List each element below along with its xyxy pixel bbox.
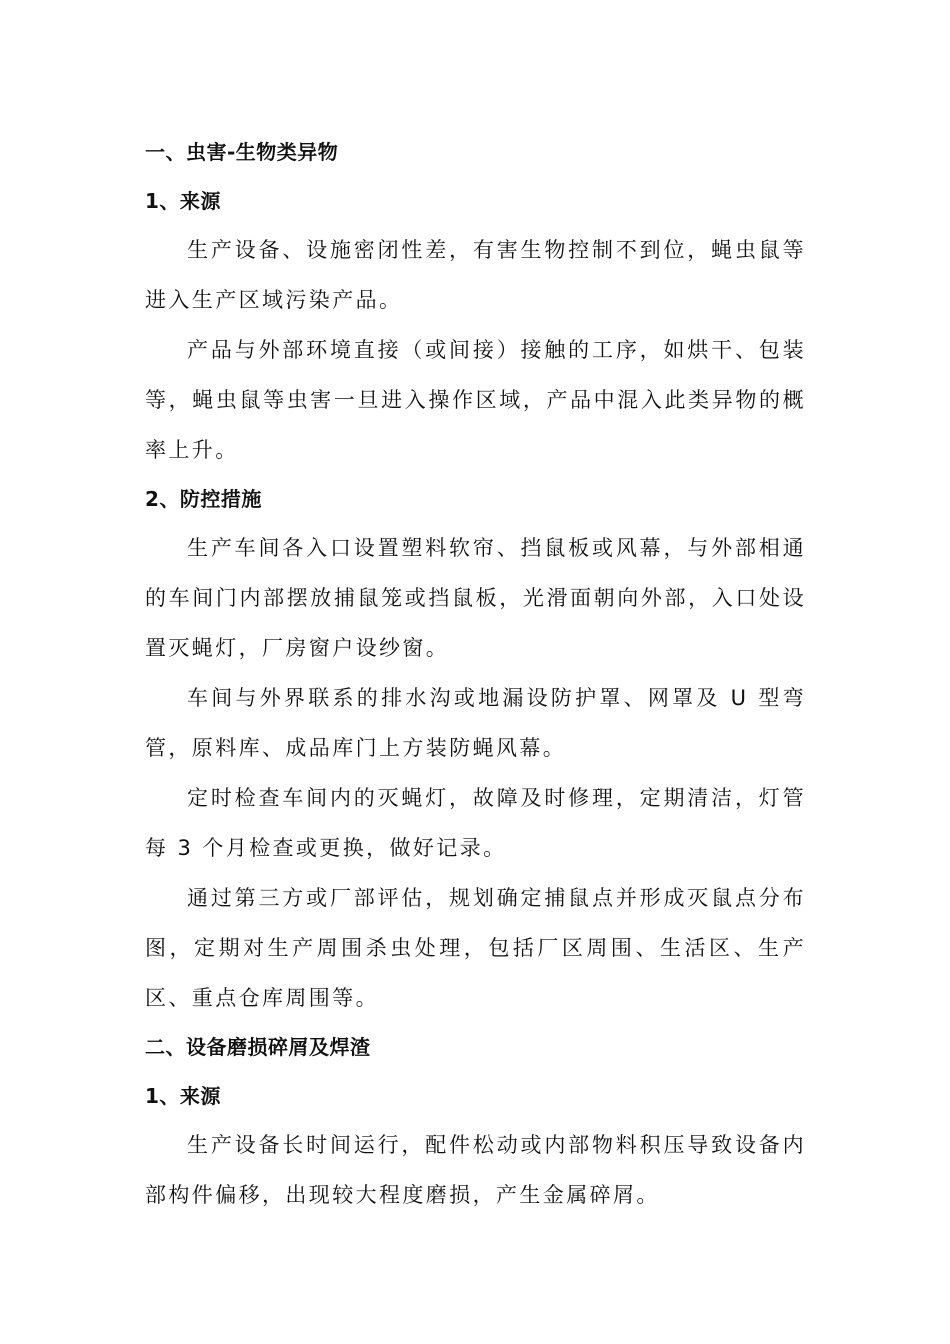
paragraph: 定时检查车间内的灭蝇灯，故障及时修理，定期清洁，灯管每 3 个月检查或更换，做好记录。 bbox=[145, 786, 806, 860]
subsection-title: 1、来源 bbox=[145, 1084, 221, 1108]
section-title: 二、设备磨损碎屑及焊渣 bbox=[145, 1035, 371, 1059]
section-title: 一、虫害-生物类异物 bbox=[145, 140, 339, 164]
subsection-title: 1、来源 bbox=[145, 189, 221, 213]
subsection-title: 2、防控措施 bbox=[145, 487, 262, 511]
paragraph: 生产设备、设施密闭性差，有害生物控制不到位，蝇虫鼠等进入生产区域污染产品。 bbox=[145, 238, 806, 312]
paragraph: 产品与外部环境直接（或间接）接触的工序，如烘干、包装等，蝇虫鼠等虫害一旦进入操作区域，产品中混入此类异物的概率上升。 bbox=[145, 338, 806, 462]
paragraph: 生产设备长时间运行，配件松动或内部物料积压导致设备内部构件偏移，出现较大程度磨损，产生金属碎屑。 bbox=[145, 1133, 806, 1207]
paragraph: 生产车间各入口设置塑料软帘、挡鼠板或风幕，与外部相通的车间门内部摆放捕鼠笼或挡鼠板，光滑面朝向外部，入口处设置灭蝇灯，厂房窗户设纱窗。 bbox=[145, 536, 806, 660]
paragraph: 车间与外界联系的排水沟或地漏设防护罩、网罩及 U 型弯管，原料库、成品库门上方装防蝇风幕。 bbox=[145, 686, 806, 760]
paragraph: 通过第三方或厂部评估，规划确定捕鼠点并形成灭鼠点分布图，定期对生产周围杀虫处理，包括厂区周围、生活区、生产区、重点仓库周围等。 bbox=[145, 886, 806, 1010]
